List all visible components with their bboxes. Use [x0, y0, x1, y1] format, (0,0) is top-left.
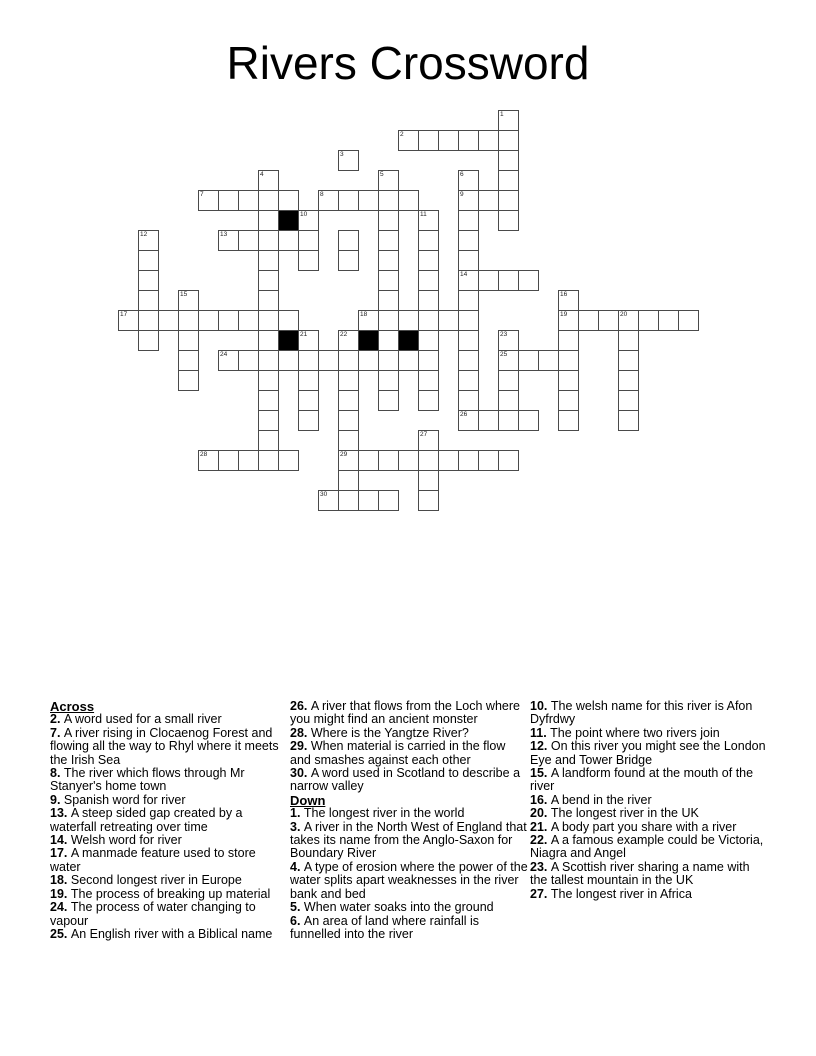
grid-cell[interactable] [478, 450, 499, 471]
grid-cell[interactable] [278, 350, 299, 371]
clue-item: 28. Where is the Yangtze River? [290, 725, 469, 740]
grid-cell[interactable] [618, 410, 639, 431]
clue-item: 3. A river in the North West of England that takes its name from the Anglo-Saxon for Boundary River [290, 819, 527, 861]
cell-number: 18 [360, 311, 368, 318]
grid-cell[interactable] [238, 310, 259, 331]
clue-item: 18. Second longest river in Europe [50, 873, 242, 888]
grid-cell[interactable] [398, 450, 419, 471]
grid-cell[interactable] [498, 150, 519, 171]
clue-number: 23. [530, 859, 551, 874]
grid-cell[interactable] [418, 450, 439, 471]
grid-cell[interactable] [258, 370, 279, 391]
clue-item: 10. The welsh name for this river is Afon Dyfrdwy [530, 699, 753, 727]
grid-cell[interactable] [398, 190, 419, 211]
grid-cell[interactable] [338, 330, 359, 351]
grid-cell[interactable] [278, 450, 299, 471]
grid-cell[interactable] [278, 190, 299, 211]
grid-cell[interactable] [338, 150, 359, 171]
grid-cell[interactable] [458, 170, 479, 191]
clue-item: 27. The longest river in Africa [530, 886, 692, 901]
grid-cell[interactable] [418, 130, 439, 151]
grid-cell[interactable] [338, 430, 359, 451]
clue-number: 5. [290, 900, 304, 915]
cell-number: 13 [220, 231, 228, 238]
grid-cell[interactable] [338, 470, 359, 491]
grid-cell[interactable] [258, 190, 279, 211]
grid-cell[interactable] [578, 310, 599, 331]
grid-cell[interactable] [458, 450, 479, 471]
clue-number: 25. [50, 926, 71, 941]
clue-item: 1. The longest river in the world [290, 806, 465, 821]
grid-cell[interactable] [298, 410, 319, 431]
clue-number: 6. [290, 913, 304, 928]
clue-number: 20. [530, 806, 551, 821]
grid-cell[interactable] [218, 450, 239, 471]
cell-number: 27 [420, 431, 428, 438]
grid-cell[interactable] [418, 330, 439, 351]
cell-number: 10 [300, 211, 308, 218]
clue-item: 21. A body part you share with a river [530, 819, 737, 834]
grid-cell[interactable] [358, 350, 379, 371]
cell-number: 30 [320, 491, 328, 498]
grid-cell[interactable] [118, 310, 139, 331]
grid-cell[interactable] [518, 350, 539, 371]
clue-item: 25. An English river with a Biblical name [50, 926, 273, 941]
clue-item: 4. A type of erosion where the power of the water splits apart weaknesses in the river bank and bed [290, 859, 528, 901]
grid-cell[interactable] [218, 350, 239, 371]
clue-item: 5. When water soaks into the ground [290, 900, 494, 915]
grid-cell[interactable] [378, 270, 399, 291]
cell-number: 15 [180, 291, 188, 298]
clue-number: 24. [50, 900, 71, 915]
cell-number: 28 [200, 451, 208, 458]
grid-cell[interactable] [178, 370, 199, 391]
grid-cell[interactable] [258, 270, 279, 291]
clue-item: 22. A a famous example could be Victoria, Niagra and Angel [530, 833, 764, 861]
clue-number: 27. [530, 886, 551, 901]
grid-cell[interactable] [418, 310, 439, 331]
grid-cell[interactable] [138, 250, 159, 271]
grid-cell[interactable] [438, 310, 459, 331]
clue-number: 13. [50, 806, 71, 821]
grid-cell[interactable] [418, 430, 439, 451]
grid-cell[interactable] [378, 490, 399, 511]
grid-cell[interactable] [238, 230, 259, 251]
clue-item: 11. The point where two rivers join [530, 725, 720, 740]
grid-cell[interactable] [198, 190, 219, 211]
grid-cell[interactable] [418, 490, 439, 511]
grid-cell[interactable] [378, 450, 399, 471]
grid-cell[interactable] [138, 230, 159, 251]
grid-cell[interactable] [258, 450, 279, 471]
grid-cell[interactable] [418, 370, 439, 391]
grid-cell[interactable] [258, 310, 279, 331]
grid-cell[interactable] [138, 290, 159, 311]
clue-item: 17. A manmade feature used to store water [50, 846, 256, 874]
grid-cell[interactable] [498, 390, 519, 411]
grid-cell[interactable] [278, 230, 299, 251]
grid-cell[interactable] [358, 450, 379, 471]
grid-cell[interactable] [258, 250, 279, 271]
grid-cell[interactable] [378, 170, 399, 191]
clue-number: 2. [50, 712, 64, 727]
grid-cell[interactable] [338, 450, 359, 471]
grid-cell[interactable] [458, 250, 479, 271]
grid-cell[interactable] [558, 330, 579, 351]
grid-cell[interactable] [378, 190, 399, 211]
grid-cell[interactable] [358, 190, 379, 211]
grid-cell[interactable] [258, 290, 279, 311]
grid-cell[interactable] [498, 170, 519, 191]
grid-cell[interactable] [318, 190, 339, 211]
clue-item: 12. On this river you might see the London Eye and Tower Bridge [530, 739, 766, 767]
clue-number: 18. [50, 873, 71, 888]
grid-cell[interactable] [218, 190, 239, 211]
cell-number: 29 [340, 451, 348, 458]
clue-number: 12. [530, 739, 551, 754]
grid-cell[interactable] [558, 370, 579, 391]
clue-number: 7. [50, 725, 64, 740]
grid-cell[interactable] [638, 310, 659, 331]
grid-cell[interactable] [538, 350, 559, 371]
grid-cell[interactable] [298, 330, 319, 351]
clue-number: 30. [290, 766, 311, 781]
grid-cell[interactable] [458, 270, 479, 291]
clue-number: 21. [530, 819, 551, 834]
clue-number: 19. [50, 886, 71, 901]
grid-cell[interactable] [258, 390, 279, 411]
clues-column-1 [50, 700, 288, 941]
grid-cell[interactable] [238, 190, 259, 211]
cell-number: 23 [500, 331, 508, 338]
grid-cell[interactable] [218, 230, 239, 251]
grid-cell[interactable] [138, 330, 159, 351]
grid-cell[interactable] [378, 370, 399, 391]
grid-cell[interactable] [478, 190, 499, 211]
cell-number: 25 [500, 351, 508, 358]
grid-cell[interactable] [498, 130, 519, 151]
grid-cell[interactable] [298, 230, 319, 251]
grid-cell[interactable] [598, 310, 619, 331]
clue-number: 22. [530, 833, 551, 848]
grid-cell[interactable] [218, 310, 239, 331]
cell-number: 12 [140, 231, 148, 238]
grid-cell[interactable] [158, 310, 179, 331]
grid-cell[interactable] [558, 290, 579, 311]
grid-cell[interactable] [258, 330, 279, 351]
grid-cell[interactable] [618, 350, 639, 371]
grid-cell[interactable] [338, 390, 359, 411]
grid-cell[interactable] [258, 350, 279, 371]
grid-cell[interactable] [498, 210, 519, 231]
grid-cell[interactable] [358, 490, 379, 511]
grid-cell[interactable] [258, 430, 279, 451]
clue-item: 20. The longest river in the UK [530, 806, 699, 821]
grid-cell[interactable] [378, 310, 399, 331]
grid-cell[interactable] [418, 350, 439, 371]
grid-cell[interactable] [458, 210, 479, 231]
cell-number: 8 [320, 191, 324, 198]
cell-number: 6 [460, 171, 464, 178]
grid-cell[interactable] [138, 310, 159, 331]
clue-item: 8. The river which flows through Mr Stanyer's home town [50, 766, 245, 794]
grid-cell[interactable] [378, 210, 399, 231]
grid-cell[interactable] [418, 290, 439, 311]
grid-cell[interactable] [298, 210, 319, 231]
grid-cell-black [398, 330, 419, 351]
across-header: Across [50, 699, 95, 714]
clue-item: 26. A river that flows from the Loch where you might find an ancient monster [290, 699, 520, 727]
grid-cell[interactable] [258, 170, 279, 191]
grid-cell[interactable] [498, 110, 519, 131]
clue-number: 15. [530, 766, 551, 781]
grid-cell[interactable] [338, 250, 359, 271]
grid-cell[interactable] [458, 370, 479, 391]
grid-cell[interactable] [498, 450, 519, 471]
cell-number: 1 [500, 111, 504, 118]
grid-cell-black [278, 330, 299, 351]
grid-cell[interactable] [258, 230, 279, 251]
clue-number: 11. [530, 725, 551, 740]
cell-number: 17 [120, 311, 128, 318]
grid-cell[interactable] [658, 310, 679, 331]
grid-cell[interactable] [458, 310, 479, 331]
grid-cell[interactable] [458, 350, 479, 371]
cell-number: 19 [560, 311, 568, 318]
clue-number: 3. [290, 819, 304, 834]
grid-cell[interactable] [338, 350, 359, 371]
cell-number: 24 [220, 351, 228, 358]
grid-cell[interactable] [338, 230, 359, 251]
grid-cell[interactable] [378, 350, 399, 371]
cell-number: 26 [460, 411, 468, 418]
cell-number: 3 [340, 151, 344, 158]
grid-cell[interactable] [558, 310, 579, 331]
grid-cell[interactable] [498, 370, 519, 391]
cell-number: 21 [300, 331, 308, 338]
cell-number: 5 [380, 171, 384, 178]
grid-cell[interactable] [198, 450, 219, 471]
grid-cell[interactable] [558, 410, 579, 431]
grid-cell[interactable] [198, 310, 219, 331]
clue-item: 23. A Scottish river sharing a name with the tallest mountain in the UK [530, 859, 750, 888]
grid-cell[interactable] [418, 250, 439, 271]
grid-cell[interactable] [338, 410, 359, 431]
clue-item: 9. Spanish word for river [50, 792, 186, 807]
grid-cell[interactable] [618, 310, 639, 331]
grid-cell[interactable] [258, 410, 279, 431]
clue-item: 14. Welsh word for river [50, 833, 182, 848]
clue-item: 16. A bend in the river [530, 792, 652, 807]
grid-cell[interactable] [458, 290, 479, 311]
clue-number: 9. [50, 792, 64, 807]
grid-cell[interactable] [298, 250, 319, 271]
grid-cell[interactable] [438, 130, 459, 151]
cell-number: 16 [560, 291, 568, 298]
grid-cell[interactable] [418, 230, 439, 251]
down-header: Down [290, 792, 326, 808]
grid-cell[interactable] [178, 330, 199, 351]
grid-cell[interactable] [618, 390, 639, 411]
grid-cell[interactable] [358, 310, 379, 331]
cell-number: 11 [420, 211, 427, 218]
grid-cell[interactable] [498, 270, 519, 291]
clue-item: 13. A steep sided gap created by a waterfall retreating over time [50, 806, 243, 834]
grid-cell[interactable] [478, 410, 499, 431]
grid-cell[interactable] [138, 270, 159, 291]
cell-number: 7 [200, 191, 204, 198]
grid-cell[interactable] [438, 450, 459, 471]
grid-cell[interactable] [318, 350, 339, 371]
clue-item: 2. A word used for a small river [50, 712, 222, 727]
clue-item: 7. A river rising in Clocaenog Forest and flowing all the way to Rhyl where it meets the Irish Sea [50, 725, 279, 767]
grid-cell[interactable] [178, 290, 199, 311]
grid-cell[interactable] [238, 350, 259, 371]
grid-cell[interactable] [398, 350, 419, 371]
clue-item: 6. An area of land where rainfall is funnelled into the river [290, 913, 480, 941]
grid-cell[interactable] [458, 390, 479, 411]
clue-number: 8. [50, 766, 64, 781]
grid-cell[interactable] [378, 390, 399, 411]
clues-column-2 [290, 700, 528, 941]
grid-cell[interactable] [338, 190, 359, 211]
grid-cell[interactable] [458, 130, 479, 151]
grid-cell[interactable] [378, 330, 399, 351]
grid-cell[interactable] [478, 270, 499, 291]
grid-cell[interactable] [498, 190, 519, 211]
clue-number: 4. [290, 859, 304, 874]
grid-cell[interactable] [478, 130, 499, 151]
page-title: Rivers Crossword [226, 37, 590, 89]
grid-cell[interactable] [278, 310, 299, 331]
clues-column-3 [530, 700, 768, 901]
grid-cell[interactable] [318, 490, 339, 511]
grid-cell[interactable] [418, 390, 439, 411]
grid-cell[interactable] [678, 310, 699, 331]
grid-cell[interactable] [398, 310, 419, 331]
cell-number: 22 [340, 331, 348, 338]
grid-cell[interactable] [618, 370, 639, 391]
grid-cell[interactable] [518, 270, 539, 291]
grid-cell[interactable] [418, 270, 439, 291]
grid-cell[interactable] [458, 190, 479, 211]
clue-number: 17. [50, 846, 71, 861]
grid-cell[interactable] [498, 410, 519, 431]
grid-cell[interactable] [398, 130, 419, 151]
grid-cell[interactable] [298, 370, 319, 391]
grid-cell[interactable] [618, 330, 639, 351]
cell-number: 20 [620, 311, 628, 318]
grid-cell[interactable] [258, 210, 279, 231]
grid-cell[interactable] [338, 490, 359, 511]
grid-cell[interactable] [458, 410, 479, 431]
cell-number: 4 [260, 171, 264, 178]
clue-number: 10. [530, 699, 551, 713]
clue-item: 19. The process of breaking up material [50, 886, 271, 901]
grid-cell[interactable] [378, 230, 399, 251]
grid-cell[interactable] [458, 230, 479, 251]
grid-cell[interactable] [338, 370, 359, 391]
grid-cell[interactable] [178, 310, 199, 331]
grid-cell[interactable] [418, 470, 439, 491]
grid-cell[interactable] [498, 350, 519, 371]
grid-cell[interactable] [558, 390, 579, 411]
grid-cell[interactable] [518, 410, 539, 431]
grid-cell[interactable] [298, 390, 319, 411]
clue-number: 28. [290, 725, 311, 740]
cell-number: 2 [400, 131, 404, 138]
grid-cell[interactable] [558, 350, 579, 371]
clue-number: 16. [530, 792, 551, 807]
grid-cell[interactable] [498, 330, 519, 351]
grid-cell-black [278, 210, 299, 231]
cell-number: 14 [460, 271, 468, 278]
grid-cell[interactable] [298, 350, 319, 371]
cell-number: 9 [460, 191, 464, 198]
clue-item: 29. When material is carried in the flow and smashes against each other [290, 739, 506, 767]
grid-cell[interactable] [458, 330, 479, 351]
clue-number: 26. [290, 699, 311, 713]
grid-cell[interactable] [418, 210, 439, 231]
clue-item: 30. A word used in Scotland to describe a narrow valley [290, 766, 521, 794]
clue-item: 15. A landform found at the mouth of the river [530, 766, 754, 794]
grid-cell[interactable] [238, 450, 259, 471]
clue-number: 1. [290, 806, 304, 821]
grid-cell[interactable] [378, 290, 399, 311]
clue-number: 29. [290, 739, 311, 754]
grid-cell-black [358, 330, 379, 351]
clue-number: 14. [50, 833, 71, 848]
grid-cell[interactable] [378, 250, 399, 271]
grid-cell[interactable] [178, 350, 199, 371]
clue-item: 24. The process of water changing to vapour [50, 900, 256, 928]
